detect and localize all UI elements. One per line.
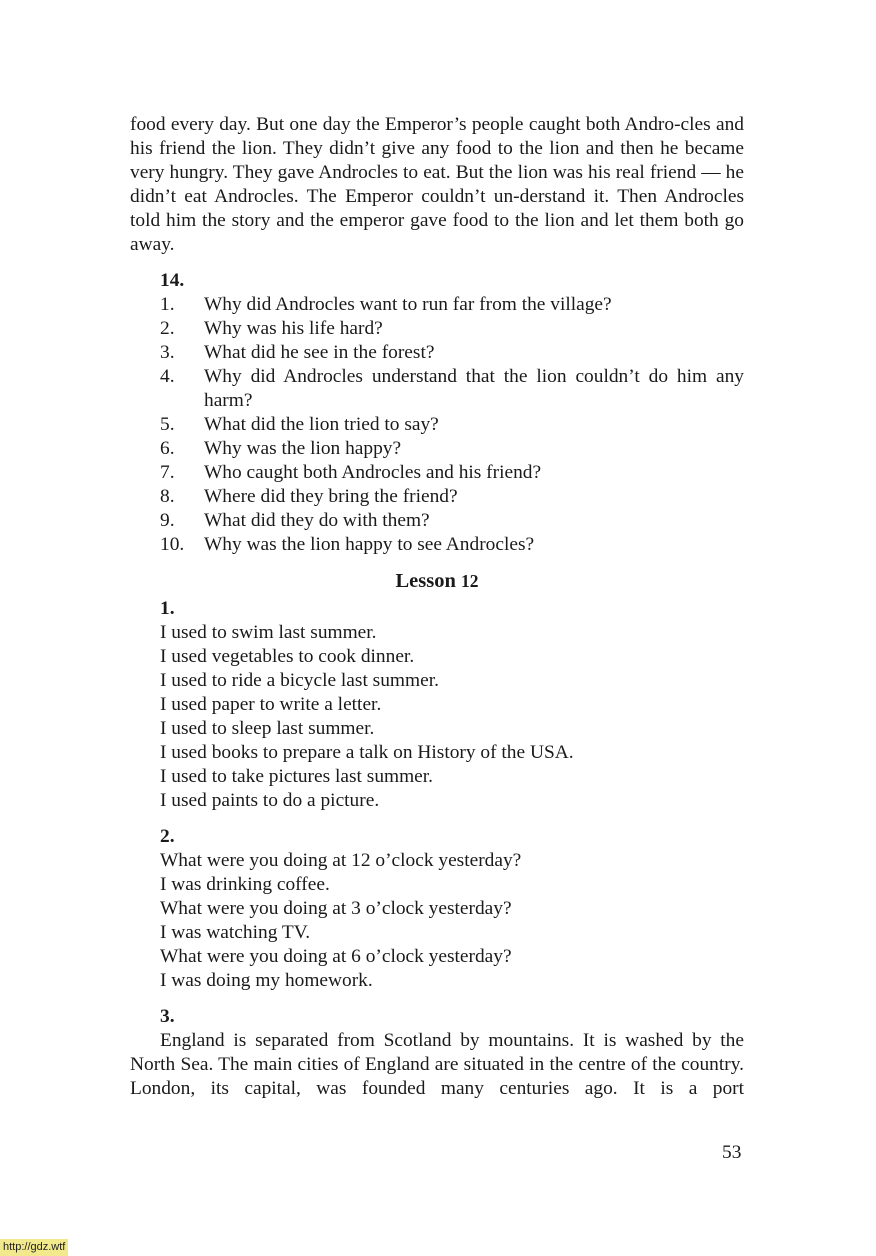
dialogue-line: I was watching TV. (160, 922, 311, 943)
list-item (160, 341, 744, 365)
dialogue-line: What were you doing at 3 o’clock yesterday? (160, 898, 512, 919)
dialogue-line: I was doing my homework. (160, 970, 373, 991)
answer-line: I used to take pictures last summer. (160, 766, 434, 787)
question-number: 3. (160, 342, 175, 363)
list-item (160, 437, 744, 461)
answer-line: I used to ride a bicycle last summer. (160, 670, 439, 691)
question-number: 10. (160, 534, 185, 555)
exercise-number: 14. (160, 270, 185, 291)
question-text: Why did Androcles understand that the lion couldn’t do him any harm? (204, 366, 744, 411)
exercise-number: 1. (160, 598, 175, 619)
answer-line: I used paper to write a letter. (160, 694, 382, 715)
exercise-1 (160, 597, 744, 813)
lesson-title (130, 567, 744, 595)
list-item (160, 413, 744, 437)
dialogue-line: I was drinking coffee. (160, 874, 330, 895)
question-text: What did he see in the forest? (204, 342, 435, 363)
question-text: What did the lion tried to say? (204, 414, 439, 435)
question-number: 4. (160, 366, 175, 387)
question-number: 2. (160, 318, 175, 339)
exercise-number: 3. (160, 1006, 175, 1027)
list-item (160, 293, 744, 317)
dialogue-line: What were you doing at 6 o’clock yesterday? (160, 946, 512, 967)
question-text: What did they do with them? (204, 510, 430, 531)
question-text: Who caught both Androcles and his friend? (204, 462, 542, 483)
exercise-14 (160, 269, 744, 557)
question-text: Where did they bring the friend? (204, 486, 458, 507)
exercise-3-paragraph: England is separated from Scotland by mountains. It is washed by the North Sea. The main cities of England are situated in the centre of the country. London, its capital, was founded many centuries ago. It is a port (130, 1030, 744, 1099)
list-item (160, 533, 744, 557)
lesson-title-word: Lesson (395, 570, 456, 592)
lesson-title-number: 12 (461, 571, 479, 591)
intro-paragraph: food every day. But one day the Emperor’s people caught both Andro-cles and his friend the lion. They didn’t give any food to the lion and then he became very hungry. They gave Androcles to eat. But the lion was his real friend — he didn’t eat Androcles. The Emperor couldn’t un-derstand it. Then Androcles told him the story and the emperor gave food to the lion and let them both go away. (130, 114, 744, 255)
list-item (160, 317, 744, 341)
list-item (160, 365, 744, 413)
question-number: 1. (160, 294, 175, 315)
question-number: 6. (160, 438, 175, 459)
answer-line: I used books to prepare a talk on History of the USA. (160, 742, 574, 763)
question-text: Why was his life hard? (204, 318, 383, 339)
list-item (160, 509, 744, 533)
dialogue-line: What were you doing at 12 o’clock yesterday? (160, 850, 522, 871)
page-number: 53 (722, 1142, 742, 1163)
question-list (160, 293, 744, 557)
answer-line: I used paints to do a picture. (160, 790, 380, 811)
list-item (160, 485, 744, 509)
answer-line: I used to swim last summer. (160, 622, 377, 643)
question-number: 5. (160, 414, 175, 435)
list-item (160, 461, 744, 485)
question-text: Why did Androcles want to run far from the village? (204, 294, 612, 315)
question-number: 9. (160, 510, 175, 531)
watermark-link[interactable]: http://gdz.wtf (0, 1239, 68, 1256)
question-number: 7. (160, 462, 175, 483)
exercise-3 (130, 1005, 744, 1101)
exercise-2 (160, 825, 744, 993)
question-text: Why was the lion happy to see Androcles? (204, 534, 535, 555)
answer-line: I used to sleep last summer. (160, 718, 375, 739)
question-text: Why was the lion happy? (204, 438, 402, 459)
page-content (130, 113, 744, 1101)
question-number: 8. (160, 486, 175, 507)
exercise-number: 2. (160, 826, 175, 847)
answer-line: I used vegetables to cook dinner. (160, 646, 415, 667)
